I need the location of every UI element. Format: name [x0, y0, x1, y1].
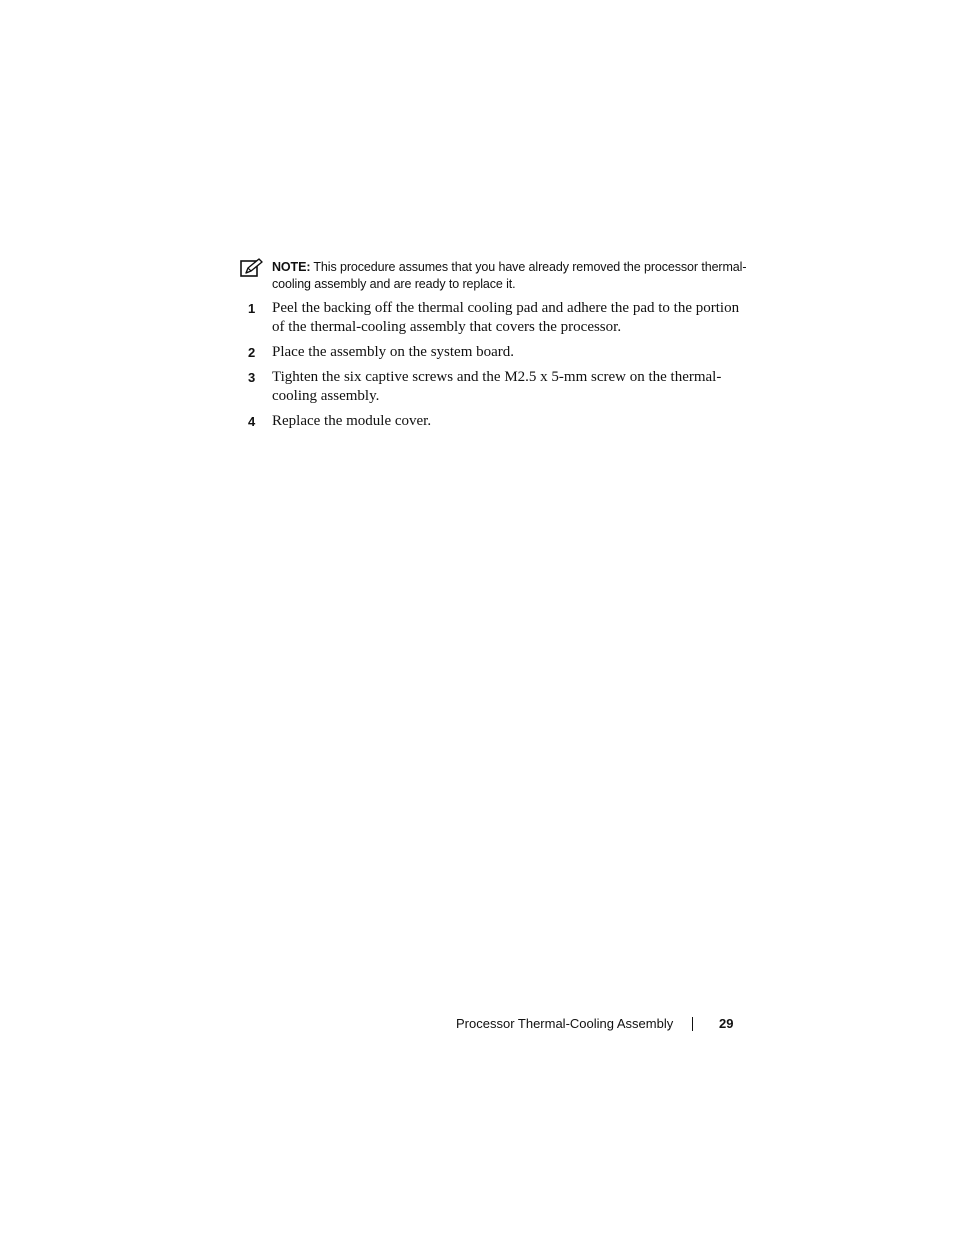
- step-item: [248, 412, 748, 431]
- step-number: 3: [248, 370, 256, 385]
- step-text: Place the assembly on the system board.: [272, 344, 515, 360]
- page-footer: [456, 1015, 736, 1035]
- step-item: [248, 299, 748, 337]
- step-item: [248, 343, 748, 362]
- procedure-steps: [248, 299, 748, 437]
- step-text: Peel the backing off the thermal cooling pad and adhere the pad to the portion of the thermal-cooling assembly that covers the processor.: [272, 300, 740, 335]
- step-number: 2: [248, 345, 256, 360]
- note-label: NOTE:: [272, 260, 311, 274]
- step-text: Replace the module cover.: [272, 413, 432, 429]
- pencil-note-icon: [240, 258, 263, 278]
- step-number: 1: [248, 301, 256, 316]
- step-number: 4: [248, 414, 256, 429]
- step-item: [248, 368, 748, 406]
- step-text: Tighten the six captive screws and the M2.5 x 5-mm screw on the thermal-cooling assembly.: [272, 369, 722, 404]
- note-text: [272, 259, 752, 293]
- page-number: 29: [719, 1016, 734, 1031]
- footer-separator: [692, 1017, 693, 1031]
- note-body: This procedure assumes that you have already removed the processor thermal-cooling assembly and are ready to replace it.: [272, 260, 747, 291]
- footer-section-title: Processor Thermal-Cooling Assembly: [456, 1016, 674, 1031]
